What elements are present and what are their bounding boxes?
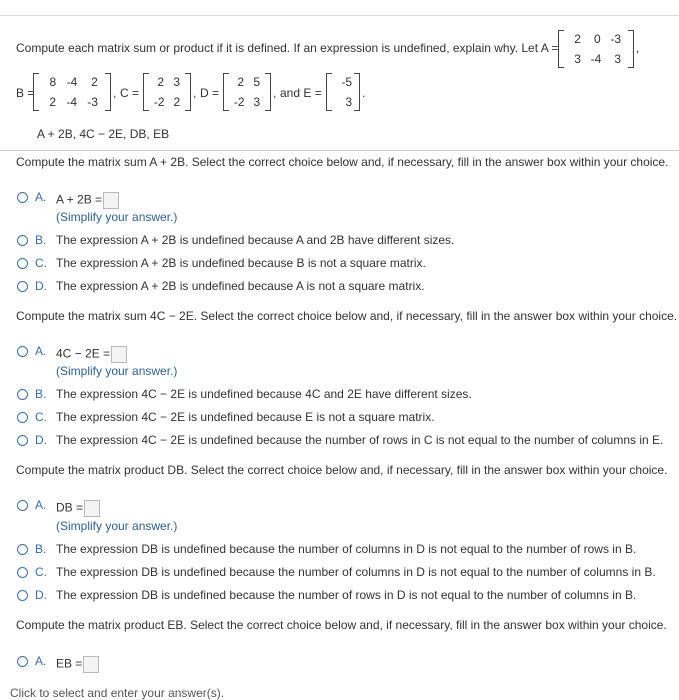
- option-text[interactable]: The expression 4C − 2E is undefined because 4C and 2E have different sizes.: [56, 387, 472, 401]
- option-letter: D.: [35, 279, 47, 293]
- option-letter: C.: [35, 410, 47, 424]
- option-text: DB =: [56, 500, 84, 515]
- matrix-e-cell: 3: [345, 95, 352, 109]
- matrix-a: [558, 30, 634, 68]
- matrix-a-cell: -4: [590, 52, 602, 66]
- radio-button[interactable]: [17, 590, 28, 601]
- matrix-a-cell: 3: [574, 52, 581, 66]
- matrix-e-cell: -5: [341, 75, 352, 89]
- matrix-a-cell: -3: [610, 32, 622, 46]
- matrix-d: [223, 73, 271, 111]
- option-a-line: [56, 656, 99, 673]
- matrix-c-label: C =: [120, 86, 140, 100]
- option-letter: A.: [35, 498, 47, 512]
- separator-d: ,: [273, 86, 277, 100]
- final-period: .: [362, 86, 366, 100]
- question-prompt: Compute the matrix sum 4C − 2E. Select the correct choice below and, if necessary, fill in the answer box within your choice.: [16, 309, 678, 323]
- matrix-b-cell: 2: [49, 95, 57, 109]
- matrix-c-cell: -2: [153, 95, 165, 109]
- option-text: A + 2B =: [56, 192, 103, 207]
- option-text[interactable]: The expression A + 2B is undefined because A and 2B have different sizes.: [56, 233, 455, 247]
- section-divider: [0, 150, 679, 151]
- matrix-d-label: D =: [200, 86, 220, 100]
- radio-button[interactable]: [17, 389, 28, 400]
- option-text[interactable]: The expression 4C − 2E is undefined because the number of rows in C is not equal to the number of columns in E.: [56, 433, 664, 447]
- option-letter: C.: [35, 565, 47, 579]
- matrix-e: [326, 73, 360, 111]
- option-a-line: [56, 346, 127, 363]
- matrix-b-cell: 8: [49, 75, 57, 89]
- radio-button[interactable]: [17, 281, 28, 292]
- radio-button[interactable]: [17, 435, 28, 446]
- option-letter: A.: [35, 344, 47, 358]
- option-a-line: [56, 500, 100, 517]
- option-text[interactable]: The expression DB is undefined because the number of columns in D is not equal to the number of columns in B.: [56, 565, 656, 579]
- option-text[interactable]: The expression DB is undefined because the number of rows in D is not equal to the number of columns in B.: [56, 588, 637, 602]
- top-divider: [0, 15, 679, 16]
- answer-box[interactable]: [111, 346, 127, 363]
- simplify-hint: (Simplify your answer.): [56, 519, 178, 533]
- question-prompt: Compute the matrix sum A + 2B. Select the correct choice below and, if necessary, fill in the answer box within your choice.: [16, 155, 669, 169]
- matrix-b-cell: -3: [87, 95, 98, 109]
- matrix-d-cell: 3: [253, 95, 261, 109]
- radio-button[interactable]: [17, 544, 28, 555]
- matrix-a-cell: 2: [574, 32, 581, 46]
- radio-button[interactable]: [17, 500, 28, 511]
- option-letter: C.: [35, 256, 47, 270]
- radio-button[interactable]: [17, 258, 28, 269]
- radio-button[interactable]: [17, 346, 28, 357]
- answer-box[interactable]: [103, 192, 119, 209]
- option-text[interactable]: The expression A + 2B is undefined because A is not a square matrix.: [56, 279, 425, 293]
- separator-a: ,: [636, 41, 640, 55]
- simplify-hint: (Simplify your answer.): [56, 210, 178, 224]
- option-letter: A.: [35, 190, 47, 204]
- radio-button[interactable]: [17, 235, 28, 246]
- option-text[interactable]: The expression DB is undefined because the number of columns in D is not equal to the number of rows in B.: [56, 542, 637, 556]
- matrix-b-cell: -4: [66, 95, 77, 109]
- question-prompt: Compute the matrix product DB. Select the correct choice below and, if necessary, fill in the answer box within your choice.: [16, 463, 668, 477]
- matrix-d-cell: 5: [253, 75, 260, 89]
- option-letter: B.: [35, 233, 47, 247]
- option-text: EB =: [56, 656, 83, 671]
- separator-b: ,: [113, 86, 117, 100]
- radio-button[interactable]: [17, 192, 28, 203]
- option-a-line: [56, 192, 119, 209]
- problem-intro: Compute each matrix sum or product if it is defined. If an expression is undefined, explain why. Let A =: [16, 41, 559, 55]
- matrix-b-label: B =: [16, 86, 35, 100]
- question-prompt: Compute the matrix product EB. Select the correct choice below and, if necessary, fill in the answer box within your choice.: [16, 618, 667, 632]
- expressions-list: A + 2B, 4C − 2E, DB, EB: [37, 127, 170, 141]
- radio-button[interactable]: [17, 567, 28, 578]
- answer-box[interactable]: [84, 500, 100, 517]
- radio-button[interactable]: [17, 412, 28, 423]
- answer-box[interactable]: [83, 656, 99, 673]
- matrix-c-cell: 2: [157, 75, 164, 89]
- matrix-d-cell: 2: [237, 75, 244, 89]
- matrix-c: [143, 73, 191, 111]
- option-letter: B.: [35, 387, 47, 401]
- matrix-d-cell: -2: [233, 95, 245, 109]
- option-text: 4C − 2E =: [56, 346, 111, 361]
- matrix-b-cell: 2: [91, 75, 98, 89]
- matrix-b: [33, 73, 111, 111]
- option-letter: D.: [35, 433, 47, 447]
- option-letter: A.: [35, 654, 47, 668]
- matrix-e-label: and E =: [280, 86, 322, 100]
- footer-instruction: Click to select and enter your answer(s).: [10, 686, 225, 700]
- matrix-a-cell: 3: [614, 52, 622, 66]
- option-text[interactable]: The expression 4C − 2E is undefined because E is not a square matrix.: [56, 410, 435, 424]
- matrix-b-cell: -4: [66, 75, 78, 89]
- radio-button[interactable]: [17, 656, 28, 667]
- separator-c: ,: [193, 86, 197, 100]
- option-text[interactable]: The expression A + 2B is undefined because B is not a square matrix.: [56, 256, 426, 270]
- option-letter: D.: [35, 588, 47, 602]
- matrix-c-cell: 3: [173, 75, 180, 89]
- simplify-hint: (Simplify your answer.): [56, 364, 178, 378]
- matrix-c-cell: 2: [173, 95, 181, 109]
- matrix-a-cell: 0: [593, 32, 601, 46]
- option-letter: B.: [35, 542, 47, 556]
